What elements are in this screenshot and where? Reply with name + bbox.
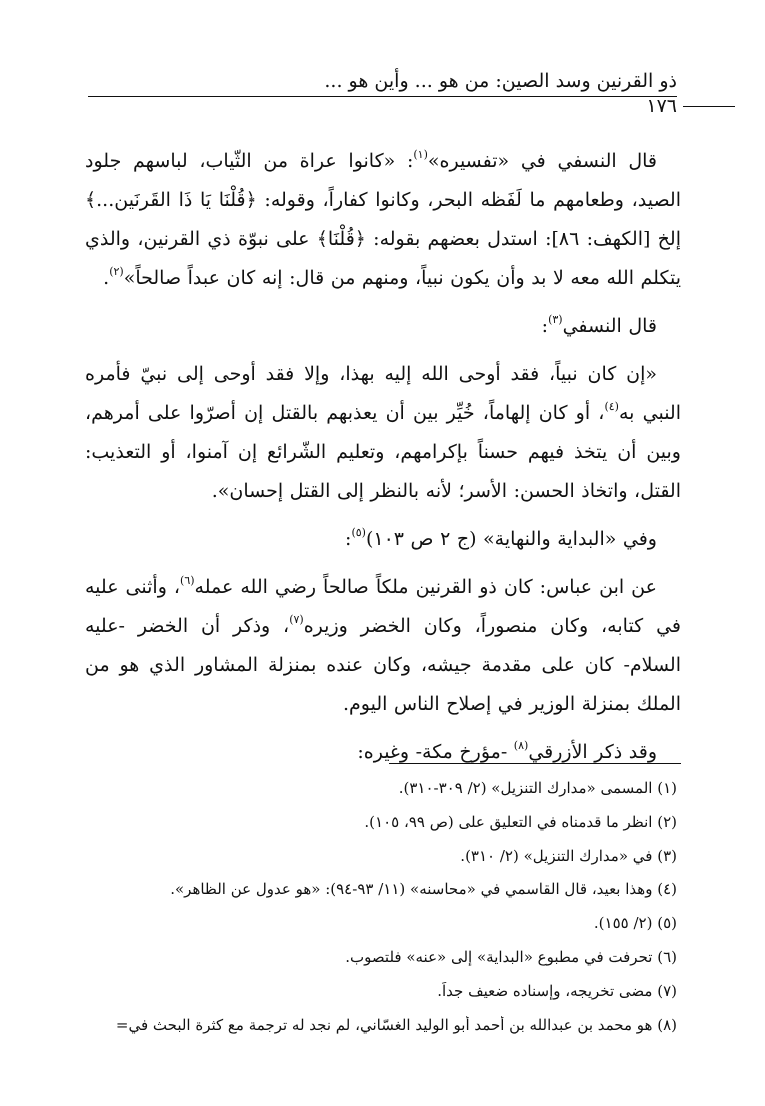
footnote-ref-1: (١)	[413, 148, 428, 161]
footnote-ref-4: (٤)	[604, 400, 619, 413]
paragraph-5-text-c: ، وذكر أن الخضر -عليه السلام- كان على مقدمة جيشه، وكان عنده بمنزلة المشاور الذي هو من الملك بمنزلة الوزير في إصلاح الناس اليوم.	[85, 615, 681, 715]
footnote-8: (٨) هو محمد بن عبدالله بن أحمد أبو الوليد الغسّاني، لم نجد له ترجمة مع كثرة البحث في=	[115, 1015, 677, 1034]
paragraph-2-text-a: قال النسفي	[562, 315, 657, 337]
paragraph-3-text-a: «إن كان نبياً، فقد أوحى الله إليه بهذا، وإلا فقد أوحى إلى نبيّ فأمره النبي به	[85, 363, 681, 424]
paragraph-2-text-b: :	[541, 315, 549, 337]
footnote-ref-8: (٨)	[513, 739, 529, 752]
page-number: ١٧٦	[646, 95, 677, 117]
paragraph-4	[85, 520, 681, 559]
main-text	[85, 142, 681, 781]
footnote-separator	[389, 763, 681, 764]
footnote-ref-7: (٧)	[289, 613, 304, 626]
footnote-ref-2: (٢)	[109, 265, 124, 278]
paragraph-6-text-a: وقد ذكر الأزرقي	[528, 741, 657, 763]
footnote-2: (٢) انظر ما قدمناه في التعليق على (ص ٩٩، ١٠٥).	[364, 812, 677, 831]
paragraph-3-text-b: ، أو كان إلهاماً، خُيِّر بين أن يعذبهم بالقتل إن أصرّوا على أمرهم، وبين أن يتخذ فيهم حسناً بإكرامهم، وتعليم الشّرائع إن آمنوا، أو التعذيب: القتل، واتخاذ الحسن: الأسر؛ لأنه بالنظر إلى القتل إحسان».	[85, 402, 681, 502]
footnotes	[85, 779, 677, 1049]
footnote-ref-6: (٦)	[180, 574, 195, 587]
header-rule	[88, 96, 677, 97]
footnote-7: (٧) مضى تخريجه، وإسناده ضعيف جداً.	[437, 981, 677, 1000]
footnote-ref-3: (٣)	[548, 313, 563, 326]
footnote-1: (١) المسمى «مدارك التنزيل» (٢/ ٣٠٩-٣١٠).	[398, 779, 677, 797]
paragraph-5	[85, 568, 681, 724]
footnote-ref-5: (٥)	[351, 526, 366, 539]
paragraph-1-text-b: : «كانوا عراة من الثّياب، لباسهم جلود الصيد، وطعامهم ما لَفَظه البحر، وكانوا كفاراً، وقوله: ﴿قُلْنَا يَا ذَا القَرنَين...﴾ إلخ [الكهف: ٨٦]: استدل بعضهم بقوله: ﴿قُلْنَا﴾ على نبوّة ذي القرنين، والذي يتكلم الله معه لا بد وأن يكون نبياً، ومنهم من قال: إنه كان عبداً صالحاً»	[85, 150, 681, 289]
footnote-6: (٦) تحرفت في مطبوع «البداية» إلى «عنه» فلتصوب.	[345, 947, 677, 966]
footnote-3: (٣) في «مدارك التنزيل» (٢/ ٣١٠).	[460, 846, 677, 865]
paragraph-3	[85, 355, 681, 511]
paragraph-2	[85, 307, 681, 346]
paragraph-5-text-b: ، وأثنى عليه في كتابه، وكان منصوراً، وكان الخضر وزيره	[85, 576, 681, 637]
running-title: ذو القرنين وسد الصين: من هو ... وأين هو ...	[324, 70, 677, 92]
paragraph-6-text-b: -مؤرخ مكة- وغيره:	[357, 741, 514, 763]
page-number-dash	[683, 106, 735, 107]
footnote-4: (٤) وهذا بعيد، قال القاسمي في «محاسنه» (١١/ ٩٣-٩٤): «هو عدول عن الظاهر».	[170, 880, 677, 899]
paragraph-4-text-b: :	[345, 528, 352, 550]
paragraph-4-text-a: وفي «البداية والنهاية» (ج ٢ ص ١٠٣)	[365, 528, 657, 550]
paragraph-5-text-a: عن ابن عباس: كان ذو القرنين ملكاً صالحاً رضي الله عمله	[194, 576, 657, 598]
paragraph-1-text-a: قال النسفي في «تفسيره»	[427, 150, 657, 172]
paragraph-6	[85, 733, 681, 772]
paragraph-1-text-c: .	[103, 267, 110, 289]
paragraph-1	[85, 142, 681, 298]
footnote-5: (٥) (٢/ ١٥٥).	[593, 914, 677, 933]
